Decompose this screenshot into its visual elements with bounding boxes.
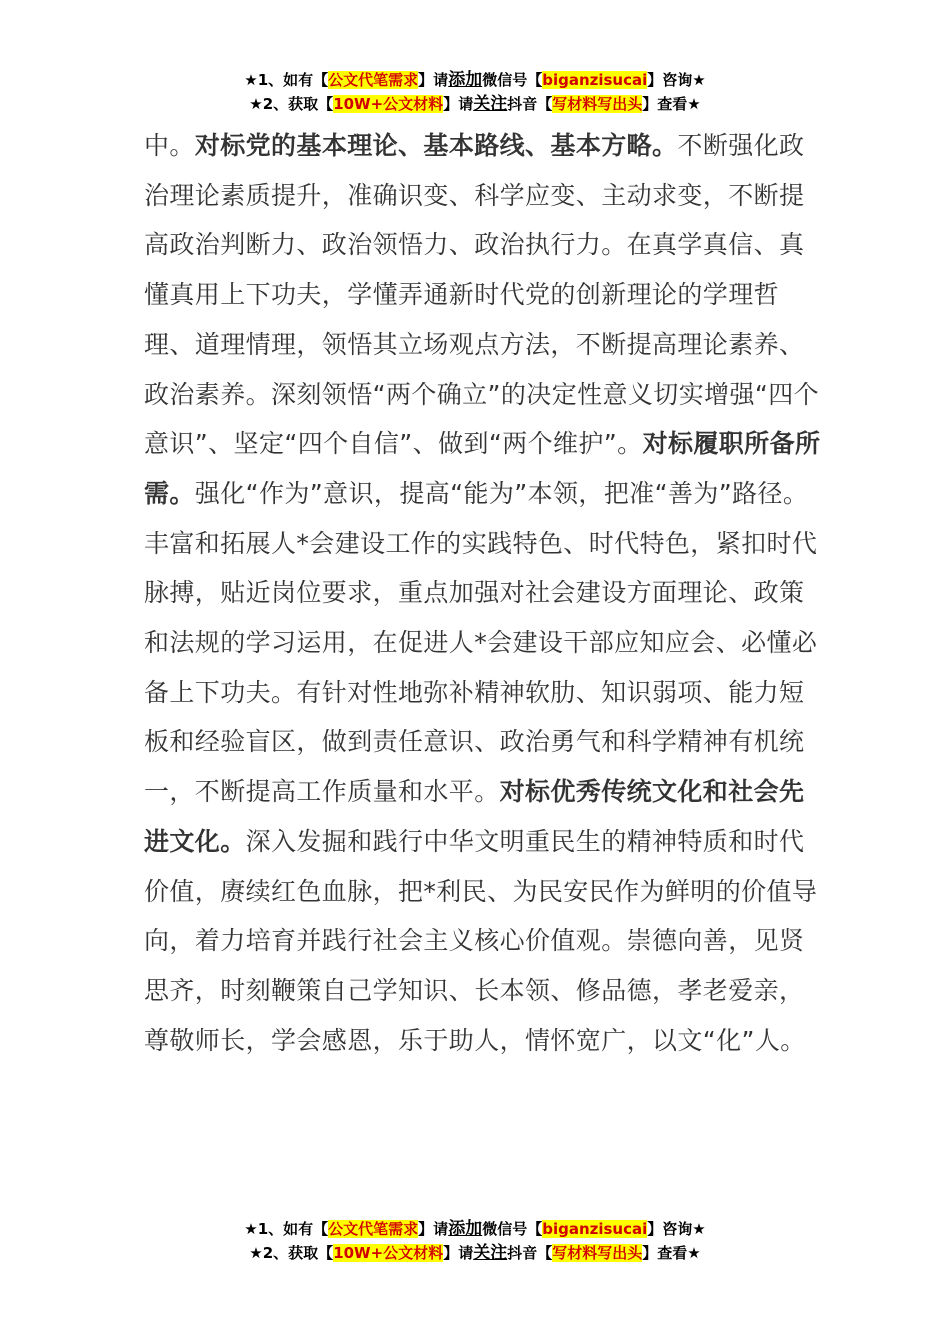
footer-banner (0, 1217, 950, 1265)
banner-text: 】请 (443, 1244, 474, 1262)
banner-text: 抖音【 (507, 95, 553, 113)
banner-text: 微信号【 (482, 1220, 543, 1238)
footer-banner-line-1 (0, 1217, 950, 1241)
banner-underlined-text: 添加 (448, 70, 483, 90)
body-text: 深入发掘和践行中华文明重民生的精神特质和时代价值，赓续红色血脉，把*利民、为民安民作为鲜明的价值导向，着力培育并践行社会主义核心价值观。崇德向善，见贤思齐，时刻鞭策自己学知识、长本领、修品德，孝老爱亲，尊敬师长，学会感恩，乐于助人，情怀宽广，以文“化”人。 (144, 826, 818, 1055)
banner-text: 微信号【 (482, 71, 543, 89)
banner-text: 】咨询★ (647, 71, 706, 89)
banner-text: 】查看★ (642, 95, 701, 113)
banner-highlight: 公文代笔需求 (328, 1220, 419, 1238)
banner-text: ★2、获取【 (249, 95, 334, 113)
body-text: 不断强化政治理论素质提升，准确识变、科学应变、主动求变，不断提高政治判断力、政治领悟力、政治执行力。在真学真信、真懂真用上下功夫，学懂弄通新时代党的创新理论的学理哲理、道理情理，领悟其立场观点方法，不断提高理论素养、政治素养。深刻领悟“两个确立”的决定性意义切实增强“四个意识”、坚定“四个自信”、做到“两个维护”。 (144, 131, 820, 459)
banner-highlight: 写材料写出头 (552, 95, 643, 113)
header-banner-line-1 (0, 68, 950, 92)
body-bold-heading: 对标履职所备所需。 (144, 429, 821, 508)
header-banner-line-2 (0, 92, 950, 116)
body-text: 强化“作为”意识，提高“能为”本领，把准“善为”路径。丰富和拓展人*会建设工作的实践特色、时代特色，紧扣时代脉搏，贴近岗位要求，重点加强对社会建设方面理论、政策和法规的学习运用，在促进人*会建设干部应知应会、必懂必备上下功夫。有针对性地弥补精神软肋、知识弱项、能力短板和经验盲区，做到责任意识、政治勇气和科学精神有机统一，不断提高工作质量和水平。 (144, 478, 818, 807)
banner-highlight: 10W+公文材料 (333, 1244, 444, 1262)
banner-text: 】请 (418, 71, 449, 89)
header-banner (0, 68, 950, 116)
banner-text: ★1、如有【 (244, 1220, 329, 1238)
body-bold-heading: 对标优秀传统文化和社会先进文化。 (144, 777, 805, 856)
footer-banner-line-2 (0, 1241, 950, 1265)
body-bold-heading: 对标党的基本理论、基本路线、基本方略。 (194, 131, 678, 160)
banner-text: 】查看★ (642, 1244, 701, 1262)
banner-text: 】请 (418, 1220, 449, 1238)
banner-highlight: 公文代笔需求 (328, 71, 419, 89)
banner-text: ★1、如有【 (244, 71, 329, 89)
banner-highlight: biganzisucai (542, 1220, 648, 1238)
document-body (144, 121, 824, 1065)
banner-underlined-text: 关注 (473, 94, 508, 114)
banner-text: 抖音【 (507, 1244, 553, 1262)
banner-highlight: 10W+公文材料 (333, 95, 444, 113)
banner-underlined-text: 添加 (448, 1219, 483, 1239)
banner-highlight: biganzisucai (542, 71, 648, 89)
banner-text: 】请 (443, 95, 474, 113)
body-text: 中。 (144, 131, 195, 160)
banner-underlined-text: 关注 (473, 1243, 508, 1263)
banner-highlight: 写材料写出头 (552, 1244, 643, 1262)
banner-text: ★2、获取【 (249, 1244, 334, 1262)
banner-text: 】咨询★ (647, 1220, 706, 1238)
